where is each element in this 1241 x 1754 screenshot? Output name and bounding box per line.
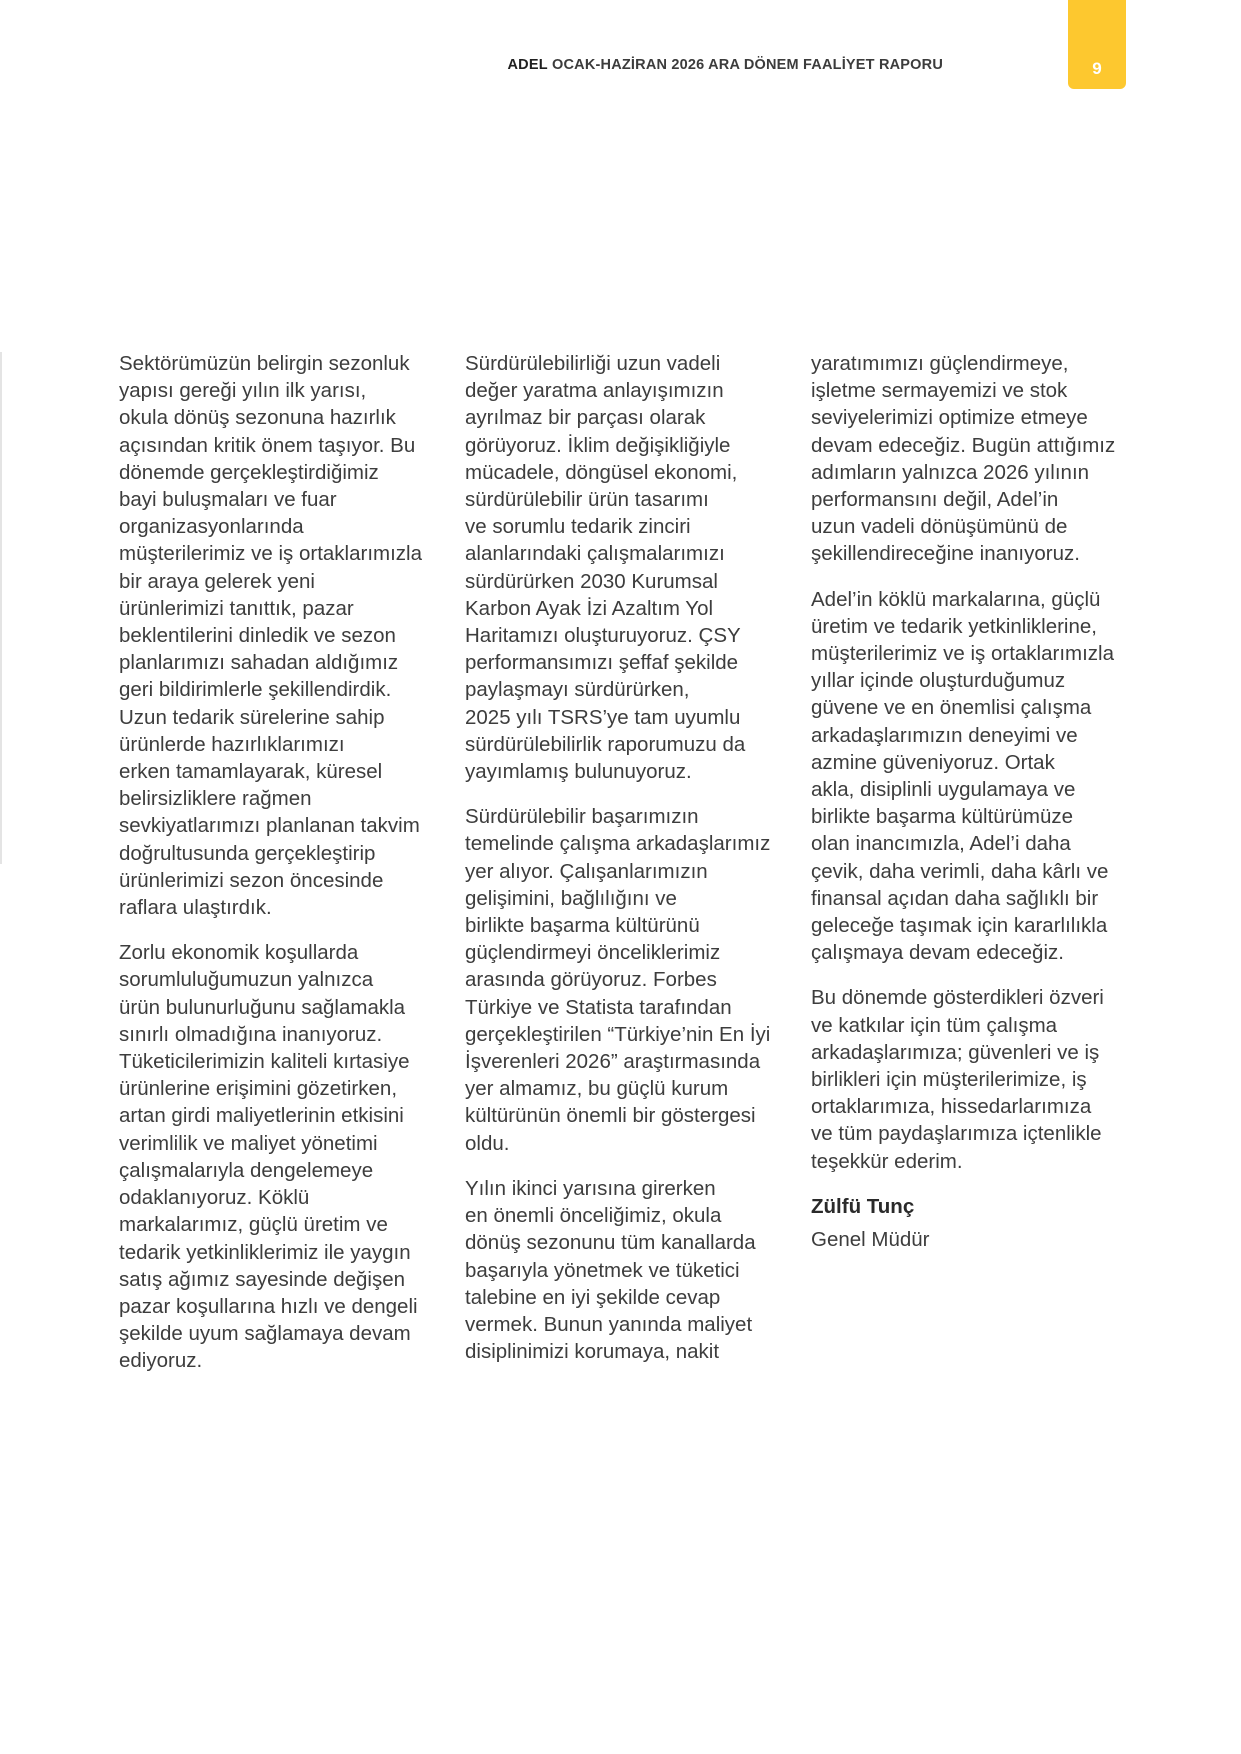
signatory-name: Zülfü Tunç — [811, 1194, 915, 1218]
paragraph: yaratımımızı güçlendirmeye, işletme sermayemizi ve stok seviyelerimizi optimize etmeye devam edeceğiz. Bugün attığımız adımların yalnızca 2026 yılının performansını değil, Adel’in uzun vadeli dönüşümünü de şekillendireceğine inanıyoruz. — [811, 352, 1116, 566]
column-3 — [811, 350, 1129, 1253]
paragraph: Adel’in köklü markalarına, güçlü üretim ve tedarik yetkinliklerine, müşterilerimiz ve iş ortaklarımızla yıllar içinde oluşturduğumuz güvene ve en önemlisi çalışma arkadaşlarımızın deneyimi ve azmine güveniyoruz. Ortak akla, disiplinli uygulamaya ve birlikte başarma kültürümüze olan inancımızla, Adel’i daha çevik, daha verimli, daha kârlı ve finansal açıdan daha sağlıklı bir geleceğe taşımak için kararlılıkla çalışmaya devam edeceğiz. — [811, 587, 1114, 965]
report-title: OCAK-HAZİRAN 2026 ARA DÖNEM FAALİYET RAPORU — [552, 57, 943, 73]
signatory-title: Genel Müdür — [811, 1228, 930, 1252]
column-2 — [465, 350, 783, 1383]
paragraph: Sürdürülebilir başarımızın temelinde çalışma arkadaşlarımız yer alıyor. Çalışanlarımızın gelişimini, bağlılığını ve birlikte başarma kültürünü güçlendirmeyi önceliklerimiz arasında görüyoruz. Forbes Türkiye ve Statista tarafından gerçekleştirilen “Türkiye’nin En İyi İşverenleri 2026” araştırmasında yer almamız, bu güçlü kurum kültürünün önemli bir göstergesi oldu. — [465, 805, 771, 1155]
page-number: 9 — [1092, 59, 1102, 78]
left-margin-rule — [0, 352, 2, 864]
paragraph: Sektörümüzün belirgin sezonluk yapısı gereği yılın ilk yarısı, okula dönüş sezonuna hazırlık açısından kritik önem taşıyor. Bu dönemde gerçekleştirdiğimiz bayi buluşmaları ve fuar organizasyonlarında müşterilerimiz ve iş ortaklarımızla bir araya gelerek yeni ürünlerimizi tanıttık, pazar beklentilerini dinledik ve sezon planlarımızı sahadan aldığımız geri bildirimlerle şekillendirdik. Uzun tedarik sürelerine sahip ürünlerde hazırlıklarımızı erken tamamlayarak, küresel belirsizliklere rağmen sevkiyatlarımızı planlanan takvim doğrultusunda gerçekleştirip ürünlerimizi sezon öncesinde raflara ulaştırdık. — [119, 352, 422, 920]
page-number-tab — [1068, 0, 1126, 89]
brand-name: ADEL — [507, 57, 548, 73]
paragraph: Zorlu ekonomik koşullarda sorumluluğumuzun yalnızca ürün bulunurluğunu sağlamakla sınırlı olmadığına inanıyoruz. Tüketicilerimizin kaliteli kırtasiye ürünlerine erişimini gözetirken, artan girdi maliyetlerinin etkisini verimlilik ve maliyet yönetimi çalışmalarıyla dengelemeye odaklanıyoruz. Köklü markalarımız, güçlü üretim ve tedarik yetkinliklerimiz ile yaygın satış ağımız sayesinde değişen pazar koşullarına hızlı ve dengeli şekilde uyum sağlamaya devam ediyoruz. — [119, 941, 418, 1373]
paragraph: Bu dönemde gösterdikleri özveri ve katkılar için tüm çalışma arkadaşlarımıza; güvenleri ve iş birlikleri için müşterilerimize, iş ortaklarımıza, hissedarlarımıza ve tüm paydaşlarımıza içtenlikle teşekkür ederim. — [811, 986, 1104, 1173]
paragraph: Yılın ikinci yarısına girerken en önemli önceliğimiz, okula dönüş sezonunu tüm kanallarda başarıyla yönetmek ve tüketici talebine en iyi şekilde cevap vermek. Bunun yanında maliyet disiplinimizi korumaya, nakit — [465, 1176, 756, 1364]
paragraph: Sürdürülebilirliği uzun vadeli değer yaratma anlayışımızın ayrılmaz bir parçası olarak görüyoruz. İklim değişikliğiyle mücadele, döngüsel ekonomi, sürdürülebilir ürün tasarımı ve sorumlu tedarik zinciri alanlarındaki çalışmalarımızı sürdürürken 2030 Kurumsal Karbon Ayak İzi Azaltım Yol Haritamızı oluşturuyoruz. ÇSY performansımızı şeffaf şekilde paylaşmayı sürdürürken, 2025 yılı TSRS’ye tam uyumlu sürdürülebilirlik raporumuzu da yayımlamış bulunuyoruz. — [465, 352, 746, 784]
report-header — [507, 57, 943, 73]
column-1 — [119, 350, 437, 1393]
